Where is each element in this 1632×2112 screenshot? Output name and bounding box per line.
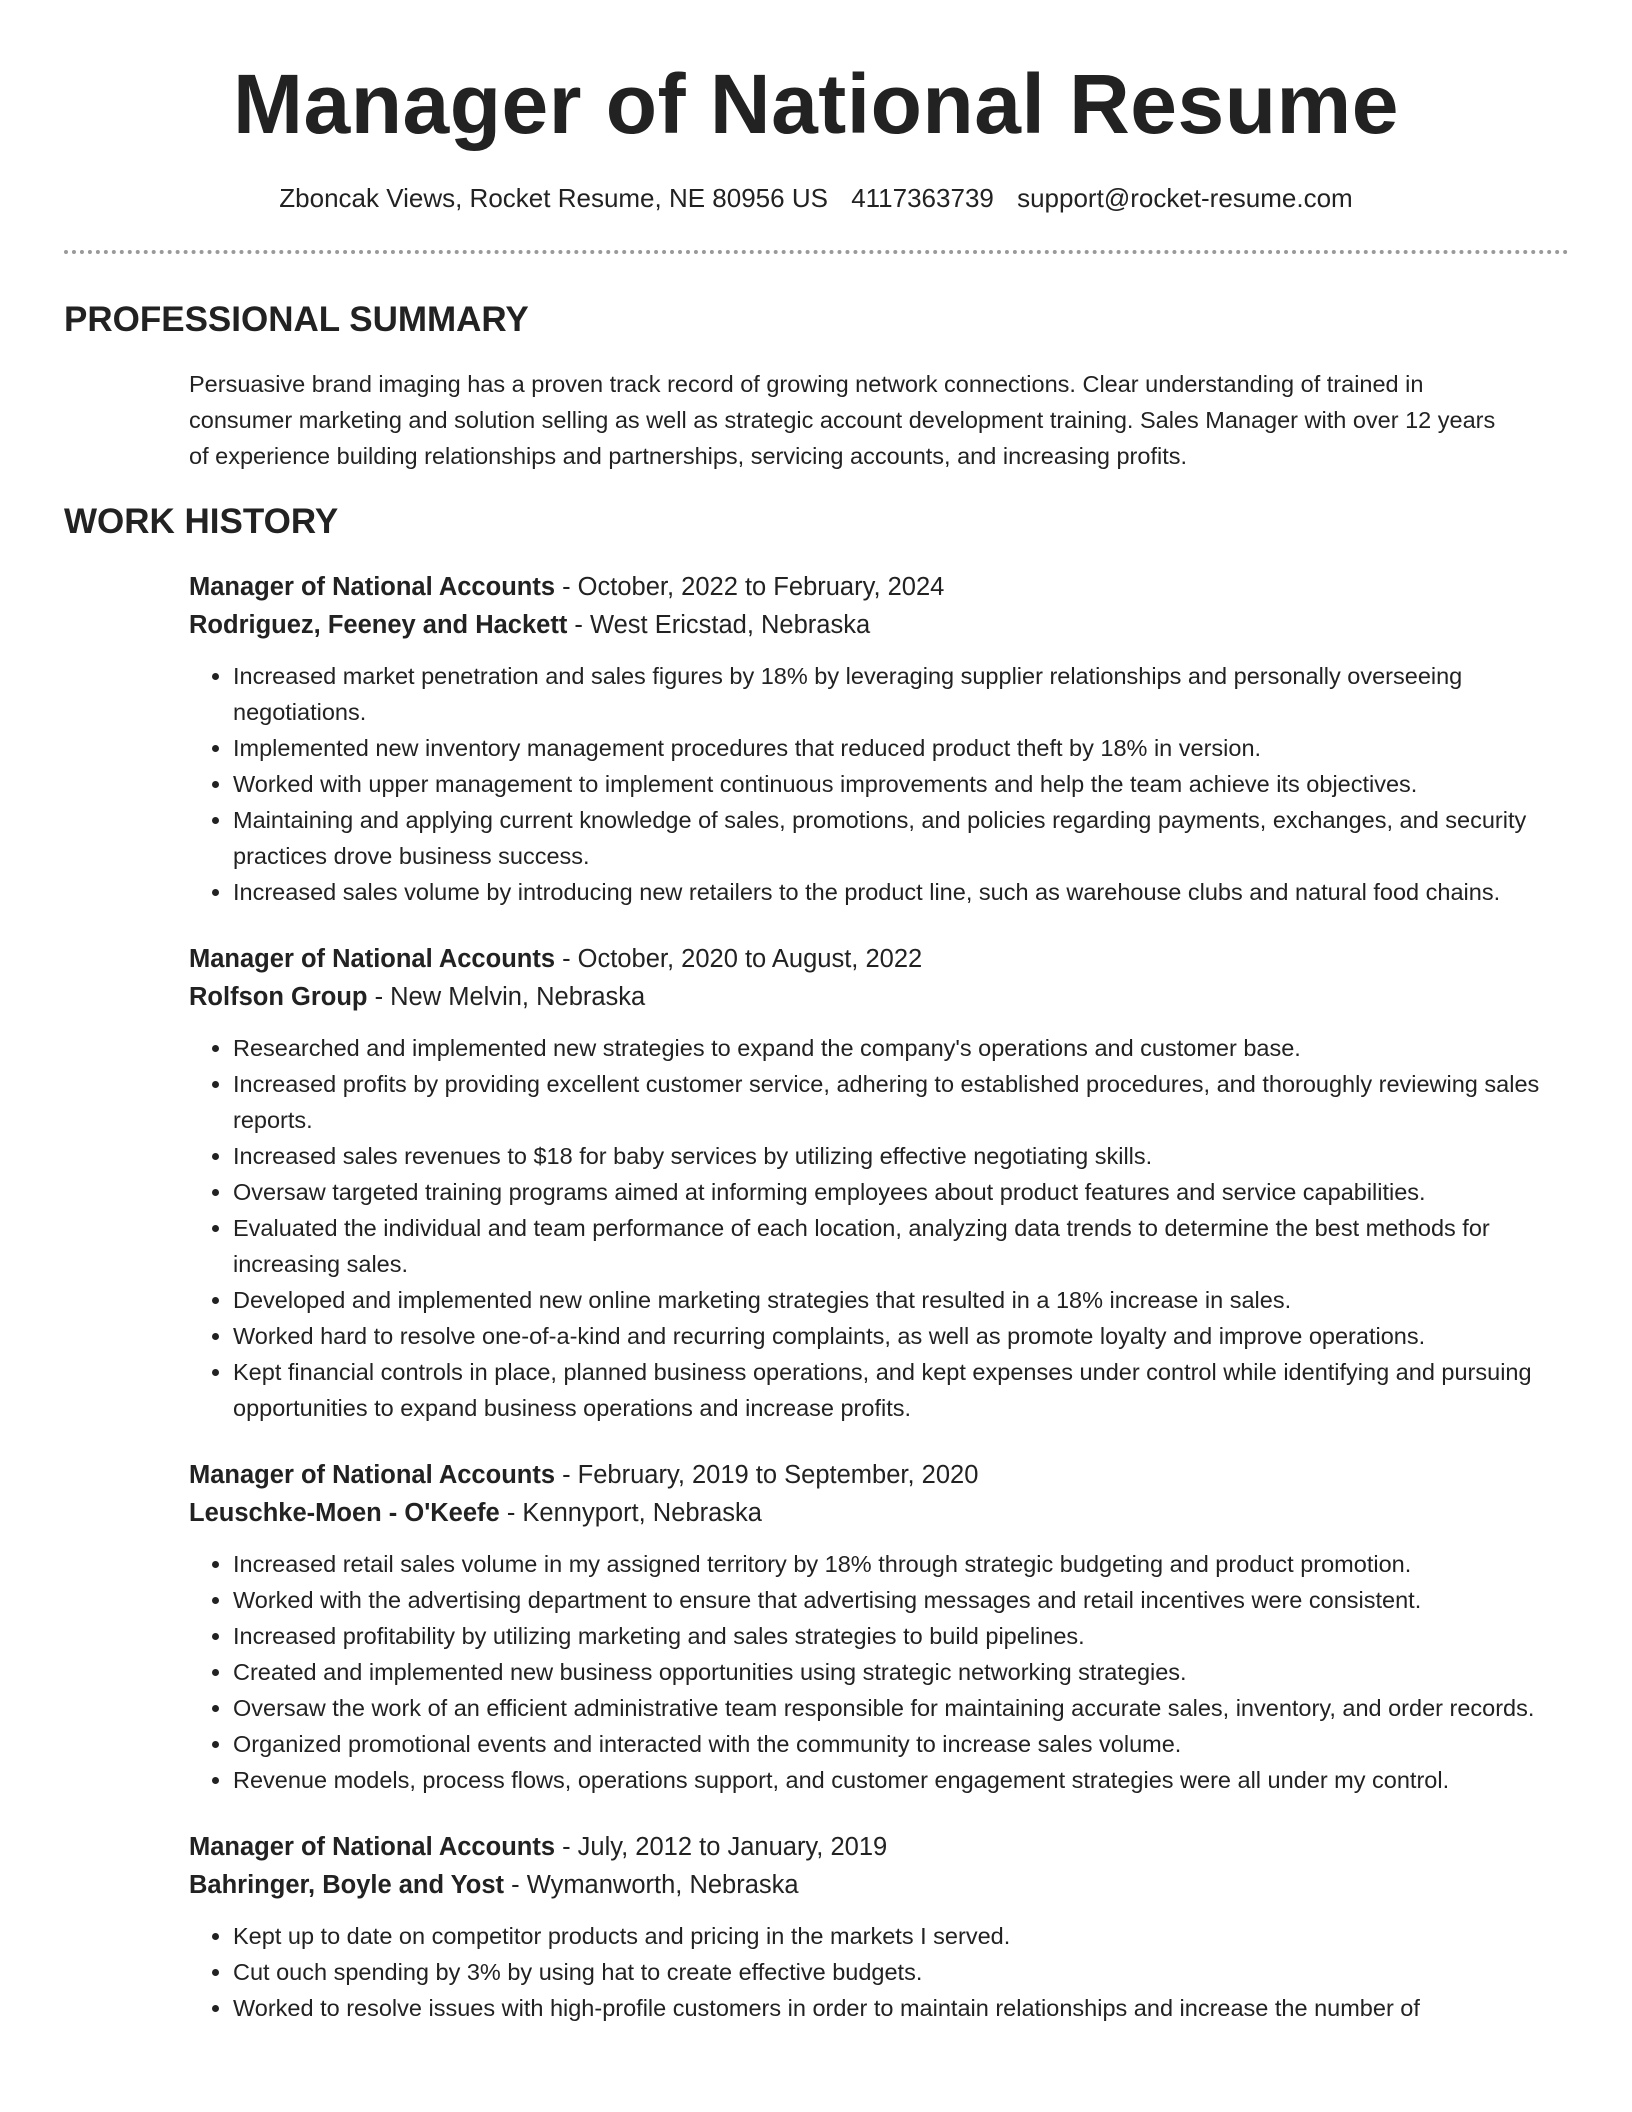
- job-bullet: • Worked hard to resolve one-of-a-kind and recurring complaints, as well as promote loyalty and improve operations.: [233, 1318, 1579, 1354]
- summary-text: Persuasive brand imaging has a proven track record of growing network connections. Clear understanding of trained in consumer marketing and solution selling as well as strategic account development training. Sales Manager with over 12 years of experience building relationships and partnerships, servicing accounts, and increasing profits.: [189, 371, 1496, 469]
- job-bullet: • Developed and implemented new online marketing strategies that resulted in a 18% increase in sales.: [233, 1282, 1579, 1318]
- job-bullet: • Increased profitability by utilizing marketing and sales strategies to build pipelines.: [233, 1618, 1579, 1654]
- job-bullet: • Cut ouch spending by 3% by using hat to create effective budgets.: [233, 1954, 1579, 1990]
- job-location: - Kennyport, Nebraska: [499, 1499, 762, 1527]
- job-dates: - February, 2019 to September, 2020: [555, 1461, 979, 1489]
- job-bullet: • Implemented new inventory management procedures that reduced product theft by 18% in version.: [233, 730, 1579, 766]
- job-title: Manager of National Accounts: [189, 1461, 556, 1489]
- job-bullet: • Kept up to date on competitor products and pricing in the markets I served.: [233, 1918, 1579, 1954]
- job-bullet: • Revenue models, process flows, operations support, and customer engagement strategies were all under my control.: [233, 1762, 1579, 1798]
- job-bullet: • Created and implemented new business opportunities using strategic networking strategies.: [233, 1654, 1579, 1690]
- job-title-line: [189, 940, 1579, 978]
- job-bullet: • Maintaining and applying current knowledge of sales, promotions, and policies regarding payments, exchanges, and security practices drove business success.: [233, 802, 1579, 874]
- job-bullet: • Worked with the advertising department to ensure that advertising messages and retail incentives were consistent.: [233, 1582, 1579, 1618]
- job-title-line: [189, 1456, 1579, 1494]
- job-bullet: • Organized promotional events and interacted with the community to increase sales volume.: [233, 1726, 1579, 1762]
- contact-phone: 4117363739: [851, 183, 994, 213]
- job-bullets: [189, 1918, 1579, 2026]
- job-bullet: • Increased market penetration and sales figures by 18% by leveraging supplier relationships and personally overseeing negotiations.: [233, 658, 1579, 730]
- resume-title: Manager of National Resume: [233, 57, 1399, 151]
- job-bullets: [189, 658, 1579, 910]
- job-bullet: • Evaluated the individual and team performance of each location, analyzing data trends to determine the best methods for increasing sales.: [233, 1210, 1579, 1282]
- job-company: Rolfson Group: [189, 983, 368, 1011]
- contact-address: Zboncak Views, Rocket Resume, NE 80956 US: [279, 183, 828, 213]
- job-location: - West Ericstad, Nebraska: [567, 611, 871, 639]
- job-title-line: [189, 568, 1579, 606]
- work-history-heading: WORK HISTORY: [64, 502, 339, 541]
- job-bullet: • Worked to resolve issues with high-profile customers in order to maintain relationships and increase the number of: [233, 1990, 1579, 2026]
- job-location: - New Melvin, Nebraska: [367, 983, 646, 1011]
- job-company-line: [189, 978, 1579, 1016]
- job-entry: [189, 940, 1579, 1426]
- summary-heading: PROFESSIONAL SUMMARY: [64, 300, 529, 339]
- job-entry: [189, 1456, 1579, 1798]
- job-company: Rodriguez, Feeney and Hackett: [189, 611, 568, 639]
- job-company: Bahringer, Boyle and Yost: [189, 1871, 505, 1899]
- job-entry: [189, 568, 1579, 910]
- job-title: Manager of National Accounts: [189, 945, 556, 973]
- job-company-line: [189, 606, 1579, 644]
- job-dates: - July, 2012 to January, 2019: [555, 1833, 888, 1861]
- job-bullet: • Oversaw the work of an efficient administrative team responsible for maintaining accurate sales, inventory, and order records.: [233, 1690, 1579, 1726]
- job-bullet: • Kept financial controls in place, planned business operations, and kept expenses under control while identifying and pursuing opportunities to expand business operations and increase profits.: [233, 1354, 1579, 1426]
- job-title-line: [189, 1828, 1579, 1866]
- job-title: Manager of National Accounts: [189, 1833, 556, 1861]
- job-title: Manager of National Accounts: [189, 573, 556, 601]
- job-bullets: [189, 1030, 1579, 1426]
- job-bullet: • Increased sales revenues to $18 for baby services by utilizing effective negotiating skills.: [233, 1138, 1579, 1174]
- job-company-line: [189, 1866, 1579, 1904]
- job-dates: - October, 2022 to February, 2024: [555, 573, 945, 601]
- work-history-list: [189, 568, 1579, 2056]
- job-bullet: • Increased retail sales volume in my assigned territory by 18% through strategic budgeting and product promotion.: [233, 1546, 1579, 1582]
- contact-line: [0, 180, 1632, 216]
- job-company-line: [189, 1494, 1579, 1532]
- contact-email: support@rocket-resume.com: [1017, 183, 1353, 213]
- job-bullet: • Worked with upper management to implement continuous improvements and help the team achieve its objectives.: [233, 766, 1579, 802]
- job-location: - Wymanworth, Nebraska: [504, 1871, 799, 1899]
- job-dates: - October, 2020 to August, 2022: [555, 945, 923, 973]
- job-entry: [189, 1828, 1579, 2026]
- job-bullet: • Oversaw targeted training programs aimed at informing employees about product features and service capabilities.: [233, 1174, 1579, 1210]
- job-bullets: [189, 1546, 1579, 1798]
- job-bullet: • Researched and implemented new strategies to expand the company's operations and customer base.: [233, 1030, 1579, 1066]
- job-bullet: • Increased profits by providing excellent customer service, adhering to established procedures, and thoroughly reviewing sales reports.: [233, 1066, 1579, 1138]
- job-company: Leuschke-Moen - O'Keefe: [189, 1499, 500, 1527]
- job-bullet: • Increased sales volume by introducing new retailers to the product line, such as warehouse clubs and natural food chains.: [233, 874, 1579, 910]
- header-divider: [64, 250, 1569, 254]
